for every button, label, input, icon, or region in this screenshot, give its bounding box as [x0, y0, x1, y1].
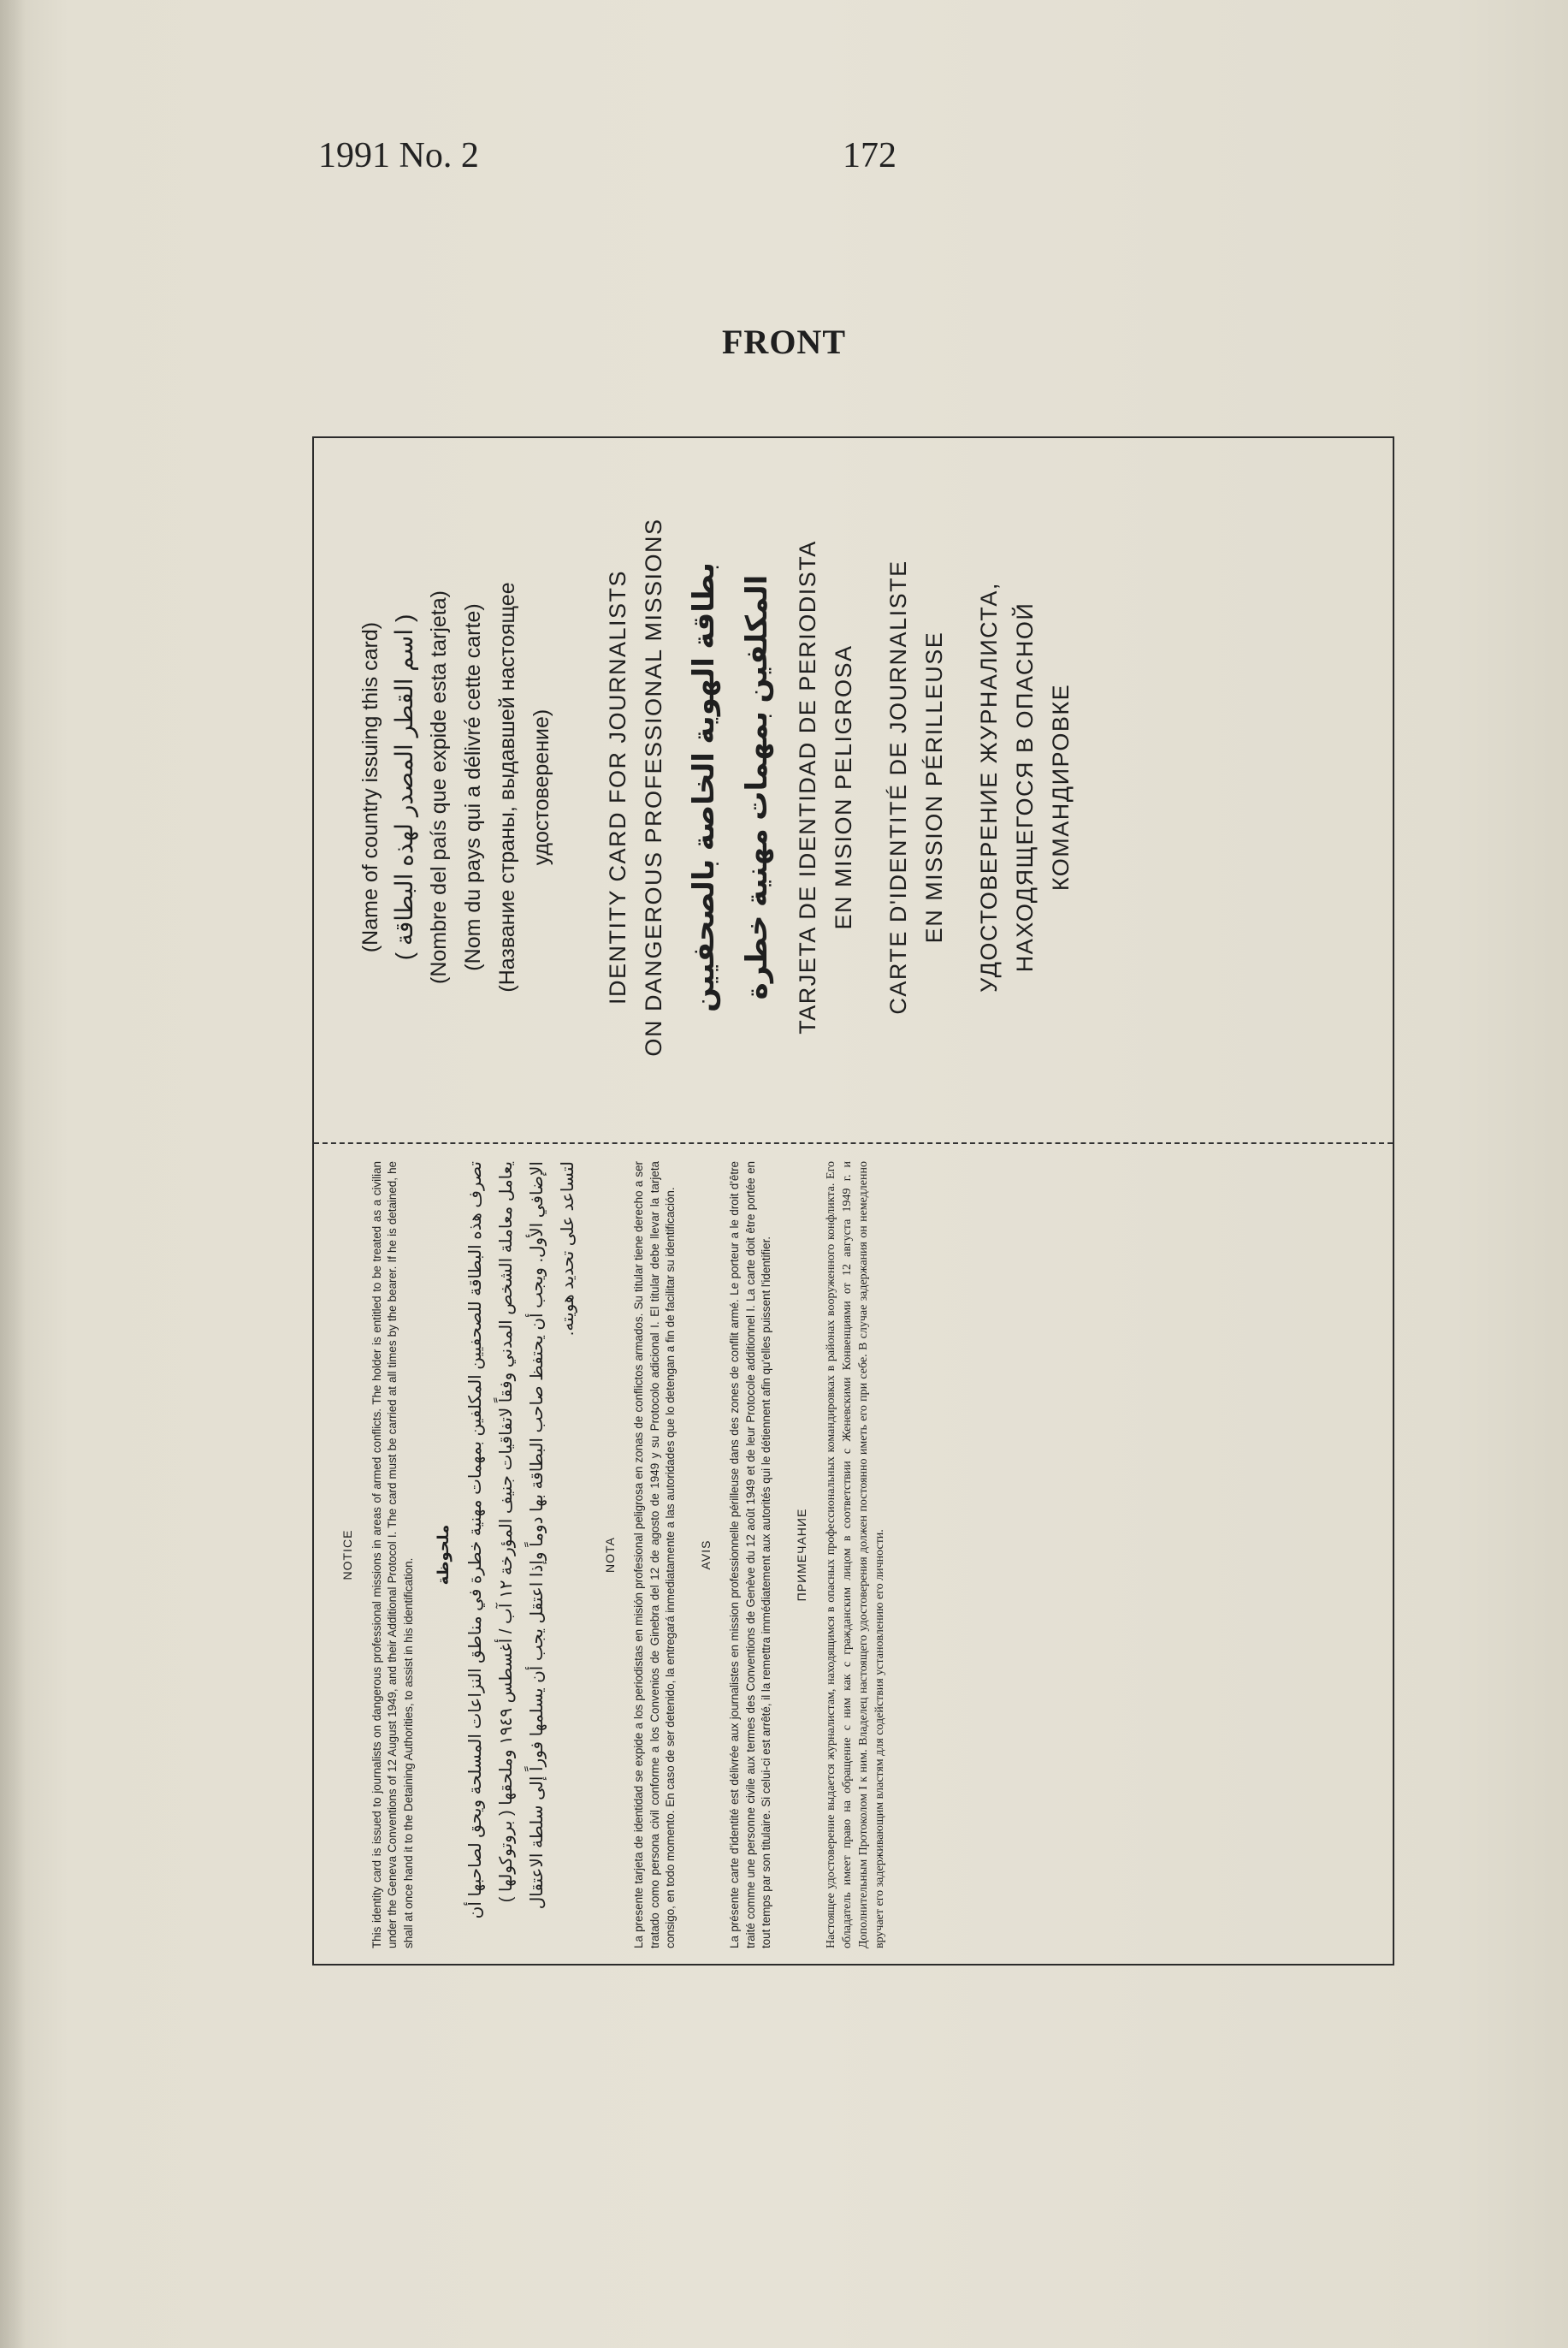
notice-english-heading: NOTICE: [340, 1529, 354, 1580]
identity-card-rotated-content: [314, 438, 1393, 1964]
notice-arabic-text: تصرف هذه البطاقة للصحفيين المكلفين بمهمات مهنية خطرة في مناطق النزاعات المسلحة ويحق لصاحبها أن يعامل معاملة الشخص المدني وفقاً لاتفاقيات جنيف المؤرخة ١٢ آب / أغسطس ١٩٤٩ وملحقها ( بروتوكولها ) الإضافي الأول. ويجب أن يحتفظ صاحب البطاقة بها دوماً وإذا اعتقل يجب أن يسلمها فوراً إلى سلطة الاعتقال لتساعد على تحديد هويته.: [465, 1161, 577, 1919]
identity-card: [312, 436, 1394, 1966]
country-line-es: (Nombre del país que expide esta tarjeta): [427, 590, 451, 984]
title-es-line-1: TARJETA DE IDENTIDAD DE PERIODISTA: [795, 540, 820, 1035]
title-ar-line-2: المكلفين بمهمات مهنية خطرة: [741, 574, 773, 1000]
title-en-line-2: ON DANGEROUS PROFESSIONAL MISSIONS: [641, 518, 666, 1057]
title-ar-line-1: بطاقة الهوية الخاصة بالصحفيين: [688, 562, 720, 1012]
notice-spanish-heading: NOTA: [602, 1537, 617, 1573]
notice-arabic: [435, 1161, 583, 1948]
title-ru-line-3: КОМАНДИРОВКЕ: [1048, 683, 1074, 892]
title-es-line-2: EN MISION PELIGROSA: [831, 644, 856, 930]
country-line-en: (Name of country issuing this card): [358, 621, 382, 953]
country-line-ru-1: (Название страны, выдавшей настоящее: [495, 582, 519, 993]
notice-spanish-text: La presente tarjeta de identidad se expide a los periodistas en misión profesional peligrosa en zonas de conflictos armados. Su titular tiene derecho a ser tratado como persona civil conforme a los Convenios de Ginebra del 12 de agosto de 1949 y su Protocolo adicional I. El titular debe llevar la tarjeta consigo, en todo momento. En caso de ser detenido, la entregará inmediatamente a las autoridades que lo detengan a fin de facilitar su identificación.: [632, 1161, 677, 1948]
notice-russian: [794, 1161, 889, 1948]
notice-arabic-heading: ملحوظة: [435, 1524, 452, 1586]
notice-russian-text: Настоящее удостоверение выдается журналистам, находящимся в опасных профессиональных командировках в районах вооруженного конфликта. Его обладатель имеет право на обращение с ним как с гражданским лицом в соответствии с Женевскими Конвенциями от 12 августа 1949 г. и Дополнительным Протоколом I к ним. Владелец настоящего удостоверения должен постоянно иметь его при себе. В случае задержания он немедленно вручает его задерживающим властям для содействия установлению его личности.: [825, 1161, 886, 1948]
notice-russian-heading: ПРИМЕЧАНИЕ: [794, 1508, 808, 1602]
card-front-panel: [353, 449, 1380, 1125]
title-ru-line-2: НАХОДЯЩЕГОСЯ В ОПАСНОЙ: [1012, 602, 1038, 973]
notice-french: [698, 1161, 775, 1948]
country-line-fr: (Nom du pays qui a délivré cette carte): [461, 603, 485, 971]
notice-english-text: This identity card is issued to journalists on dangerous professional missions in areas of armed conflicts. The holder is entitled to be treated as a civilian under the Geneva Conventions of 12 August 1949, and their Additional Protocol I. The card must be carried at all times by the bearer. If he is detained, he shall at once hand it to the Detaining Authorities, to assist in his identification.: [370, 1161, 415, 1948]
notice-english: [340, 1161, 417, 1948]
notice-french-heading: AVIS: [698, 1539, 713, 1570]
notice-french-text: La présente carte d'identité est délivrée aux journalistes en mission professionnelle périlleuse dans des zones de conflit armé. Le porteur a le droit d'être traité comme une personne civile aux termes des Conventions de Genève du 12 août 1949 et de leur Protocole additionnel I. La carte doit être portée en tout temps par son titulaire. Si celui-ci est arrêté, il la remettra immédiatement aux autorités qui le détiennent afin qu'elles puissent l'identifier.: [728, 1161, 772, 1948]
country-line-ar: ( اسم القطر المصدر لهذه البطاقة ): [391, 614, 417, 961]
journal-issue-label: 1991 No. 2: [318, 136, 479, 175]
front-heading: FRONT: [722, 323, 846, 361]
card-notices-panel: [340, 1161, 1375, 1948]
title-fr-line-1: CARTE D'IDENTITÉ DE JOURNALISTE: [885, 560, 911, 1015]
page-number: 172: [843, 136, 896, 175]
fold-line-divider: [314, 1142, 1393, 1144]
country-line-ru-2: удостоверение): [530, 709, 553, 866]
title-ru-line-1: УДОСТОВЕРЕНИЕ ЖУРНАЛИСТА,: [976, 582, 1002, 993]
card-title-block: [600, 449, 1079, 1125]
notice-spanish: [602, 1161, 679, 1948]
title-fr-line-2: EN MISSION PÉRILLEUSE: [921, 631, 947, 944]
title-en-line-1: IDENTITY CARD FOR JOURNALISTS: [605, 569, 630, 1005]
